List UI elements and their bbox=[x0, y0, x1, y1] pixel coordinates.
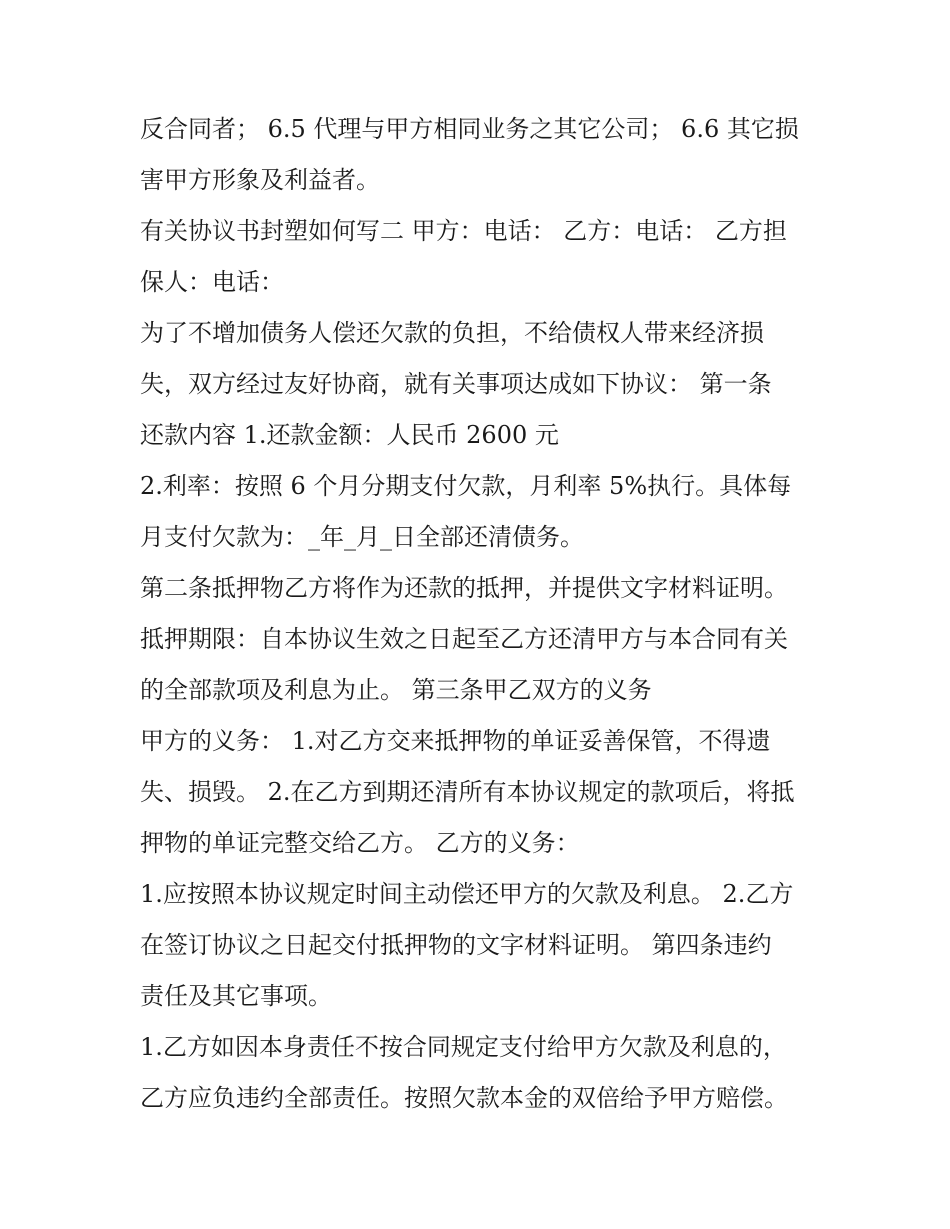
text-line: 月支付欠款为：_年_月_日全部还清债务。 bbox=[140, 523, 584, 551]
text-line: 还款内容 1.还款金额：人民币 2600 元 bbox=[140, 421, 559, 449]
text-line: 甲方的义务： 1.对乙方交来抵押物的单证妥善保管，不得遗 bbox=[140, 727, 771, 755]
text-line: 第二条抵押物乙方将作为还款的抵押，并提供文字材料证明。 bbox=[140, 574, 788, 602]
text-line: 抵押期限：自本协议生效之日起至乙方还清甲方与本合同有关 bbox=[140, 625, 788, 653]
text-line: 有关协议书封塑如何写二 甲方：电话： 乙方：电话： 乙方担 bbox=[140, 217, 787, 245]
text-line: 在签订协议之日起交付抵押物的文字材料证明。 第四条违约 bbox=[140, 931, 772, 959]
document-body bbox=[140, 104, 820, 1124]
text-line: 责任及其它事项。 bbox=[140, 982, 332, 1010]
text-line: 害甲方形象及利益者。 bbox=[140, 166, 380, 194]
text-line: 1.乙方如因本身责任不按合同规定支付给甲方欠款及利息的， bbox=[140, 1033, 787, 1061]
text-line: 的全部款项及利息为止。 第三条甲乙双方的义务 bbox=[140, 676, 652, 704]
text-line: 1.应按照本协议规定时间主动偿还甲方的欠款及利息。 2.乙方 bbox=[140, 880, 794, 908]
text-line: 反合同者； 6.5 代理与甲方相同业务之其它公司； 6.6 其它损 bbox=[140, 115, 799, 143]
text-line: 押物的单证完整交给乙方。 乙方的义务： bbox=[140, 829, 580, 857]
text-line: 保人：电话： bbox=[140, 268, 284, 296]
text-line: 失，双方经过友好协商，就有关事项达成如下协议： 第一条 bbox=[140, 370, 772, 398]
text-line: 2.利率：按照 6 个月分期支付欠款，月利率 5%执行。具体每 bbox=[140, 472, 792, 500]
text-line: 失、损毁。 2.在乙方到期还清所有本协议规定的款项后，将抵 bbox=[140, 778, 795, 806]
text-line: 为了不增加债务人偿还欠款的负担，不给债权人带来经济损 bbox=[140, 319, 764, 347]
text-line: 乙方应负违约全部责任。按照欠款本金的双倍给予甲方赔偿。 bbox=[140, 1084, 788, 1112]
